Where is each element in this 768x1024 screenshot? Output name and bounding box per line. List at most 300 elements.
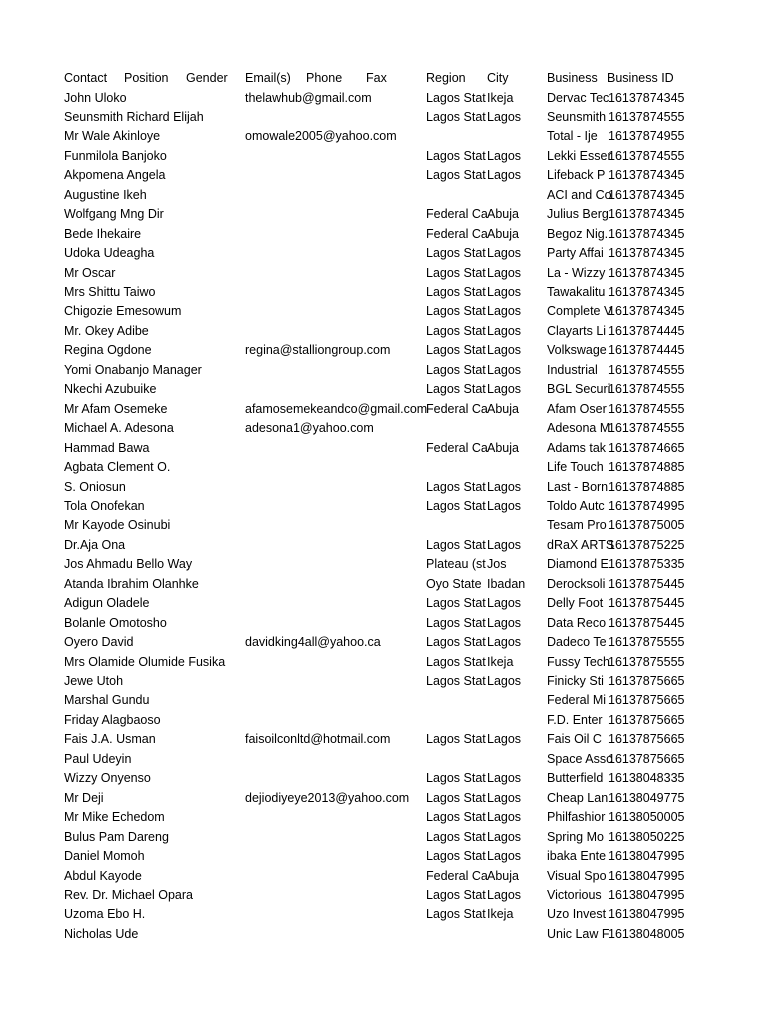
- business-name-cell: Total - Ije: [547, 129, 598, 144]
- business-id-cell: 16137875665: [608, 693, 685, 708]
- city-cell: Abuja: [487, 226, 519, 241]
- region-cell: Federal Ca: [426, 401, 488, 416]
- email-cell: [245, 166, 426, 186]
- table-row: [0, 108, 768, 128]
- email-cell: [245, 244, 426, 264]
- table-row: [0, 89, 768, 109]
- table-row: [0, 302, 768, 322]
- business-name-cell: Tesam Pro: [547, 518, 607, 533]
- business-name-cell: Diamond E: [547, 557, 609, 572]
- email-cell: [245, 594, 426, 614]
- business-name-cell: ibaka Ente: [547, 849, 607, 864]
- header-region: Region: [426, 71, 466, 85]
- region-cell: Lagos Stat: [426, 907, 486, 922]
- table-row: [0, 555, 768, 575]
- city-cell: Lagos: [487, 148, 522, 163]
- city-cell: [487, 711, 547, 731]
- region-cell: [426, 186, 487, 206]
- region-cell: Lagos Stat: [426, 498, 486, 513]
- city-cell: [487, 419, 547, 439]
- contact-cell: Chigozie Emesowum: [64, 304, 182, 319]
- region-cell: Lagos Stat: [426, 829, 486, 844]
- region-cell: Lagos Stat: [426, 323, 486, 338]
- table-row: [0, 322, 768, 342]
- business-id-cell: 16137874555: [608, 382, 685, 397]
- contact-cell: Adigun Oladele: [64, 596, 150, 611]
- table-row: [0, 575, 768, 595]
- business-id-cell: 16138048005: [608, 926, 685, 941]
- city-cell: Lagos: [487, 168, 522, 183]
- contact-cell: John Uloko: [64, 90, 127, 105]
- table-row: [0, 341, 768, 361]
- header-gender: Gender: [186, 71, 228, 85]
- city-cell: Lagos: [487, 479, 522, 494]
- region-cell: Lagos Stat: [426, 382, 486, 397]
- business-id-cell: 16138050225: [608, 829, 685, 844]
- business-name-cell: Clayarts Li: [547, 323, 607, 338]
- table-row: [0, 516, 768, 536]
- email-cell: [245, 808, 426, 828]
- city-cell: [487, 925, 547, 945]
- header-emails: Email(s): [245, 71, 291, 85]
- business-name-cell: Industrial: [547, 362, 598, 377]
- region-cell: Federal Ca: [426, 207, 488, 222]
- contact-cell: Paul Udeyin: [64, 751, 132, 766]
- business-id-cell: 16137875005: [608, 518, 685, 533]
- table-row: [0, 905, 768, 925]
- business-id-cell: 16137874345: [608, 304, 685, 319]
- business-id-cell: 16138047995: [608, 907, 685, 922]
- region-cell: Lagos Stat: [426, 479, 486, 494]
- city-cell: Lagos: [487, 109, 522, 124]
- region-cell: Plateau (st: [426, 557, 486, 572]
- business-name-cell: Federal Mi: [547, 693, 607, 708]
- business-name-cell: Adesona M: [547, 421, 611, 436]
- email-cell: [245, 497, 426, 517]
- business-name-cell: F.D. Enter: [547, 712, 603, 727]
- email-cell: [245, 225, 426, 245]
- table-row: [0, 361, 768, 381]
- header-row: [0, 69, 768, 89]
- email-cell: [245, 361, 426, 381]
- city-cell: Lagos: [487, 498, 522, 513]
- contact-cell: Abdul Kayode: [64, 868, 142, 883]
- region-cell: Oyo State: [426, 576, 482, 591]
- city-cell: Lagos: [487, 343, 522, 358]
- table-row: [0, 147, 768, 167]
- business-name-cell: Seunsmith: [547, 109, 607, 124]
- business-name-cell: Volkswage: [547, 343, 607, 358]
- city-cell: Lagos: [487, 382, 522, 397]
- business-id-cell: 16137874885: [608, 479, 685, 494]
- contact-cell: Mr Mike Echedom: [64, 810, 165, 825]
- business-name-cell: Fais Oil C: [547, 732, 602, 747]
- table-row: [0, 478, 768, 498]
- header-city: City: [487, 71, 509, 85]
- business-id-cell: 16137874665: [608, 440, 685, 455]
- city-cell: [487, 750, 547, 770]
- city-cell: [487, 516, 547, 536]
- region-cell: Federal Ca: [426, 868, 488, 883]
- table-row: [0, 886, 768, 906]
- business-name-cell: Life Touch: [547, 460, 604, 475]
- city-cell: Lagos: [487, 246, 522, 261]
- region-cell: Lagos Stat: [426, 674, 486, 688]
- table-row: [0, 867, 768, 887]
- table-row: [0, 711, 768, 731]
- business-id-cell: 16137875445: [608, 615, 685, 630]
- city-cell: Lagos: [487, 362, 522, 377]
- business-name-cell: Fussy Tech: [547, 654, 610, 669]
- email-cell: thelawhub@gmail.com: [245, 90, 372, 105]
- city-cell: Lagos: [487, 635, 522, 650]
- email-cell: [245, 302, 426, 322]
- contact-cell: Bulus Pam Dareng: [64, 829, 169, 844]
- contact-cell: Atanda Ibrahim Olanhke: [64, 576, 199, 591]
- table-row: [0, 166, 768, 186]
- email-cell: [245, 886, 426, 906]
- email-cell: [245, 439, 426, 459]
- city-cell: Lagos: [487, 829, 522, 844]
- business-name-cell: Afam Oser: [547, 401, 607, 416]
- region-cell: Lagos Stat: [426, 810, 486, 825]
- city-cell: Lagos: [487, 537, 522, 552]
- contact-cell: Akpomena Angela: [64, 168, 166, 183]
- table-row: [0, 244, 768, 264]
- business-id-cell: 16137874345: [608, 168, 685, 183]
- email-cell: [245, 828, 426, 848]
- business-name-cell: Data Reco: [547, 615, 607, 630]
- region-cell: Lagos Stat: [426, 168, 486, 183]
- business-id-cell: 16137874345: [608, 226, 685, 241]
- business-id-cell: 16137874555: [608, 401, 685, 416]
- table-row: [0, 730, 768, 750]
- business-name-cell: La - Wizzy: [547, 265, 606, 280]
- region-cell: [426, 419, 487, 439]
- contact-cell: Mr. Okey Adibe: [64, 323, 149, 338]
- business-id-cell: 16138047995: [608, 887, 685, 902]
- region-cell: Lagos Stat: [426, 596, 486, 611]
- business-id-cell: 16137875225: [608, 537, 685, 552]
- business-name-cell: Philfashior: [547, 810, 606, 825]
- business-name-cell: dRaX ARTS: [547, 537, 615, 552]
- business-id-cell: 16137874345: [608, 90, 685, 105]
- contact-cell: Mr Afam Osemeke: [64, 401, 168, 416]
- region-cell: Federal Ca: [426, 226, 488, 241]
- city-cell: Ikeja: [487, 907, 514, 922]
- city-cell: Lagos: [487, 790, 522, 805]
- email-cell: faisoilconltd@hotmail.com: [245, 732, 391, 747]
- region-cell: Lagos Stat: [426, 790, 486, 805]
- header-business-id: Business ID: [607, 71, 674, 85]
- contact-cell: Mrs Shittu Taiwo: [64, 285, 156, 299]
- header-business: Business: [547, 71, 598, 85]
- contact-cell: Mrs Olamide Olumide Fusika: [64, 654, 226, 669]
- business-id-cell: 16137874345: [608, 246, 685, 261]
- business-name-cell: Delly Foot: [547, 596, 604, 611]
- business-name-cell: Last - Born: [547, 479, 609, 494]
- business-id-cell: 16137875665: [608, 712, 685, 727]
- contact-cell: Michael A. Adesona: [64, 421, 174, 436]
- contact-cell: Mr Wale Akinloye: [64, 129, 161, 144]
- region-cell: Lagos Stat: [426, 362, 486, 377]
- table-row: [0, 283, 768, 303]
- city-cell: Ikeja: [487, 90, 514, 105]
- region-cell: [426, 711, 487, 731]
- contact-cell: Nicholas Ude: [64, 926, 139, 941]
- city-cell: [487, 186, 547, 206]
- city-cell: Lagos: [487, 810, 522, 825]
- business-name-cell: Lifeback P: [547, 168, 606, 183]
- business-id-cell: 16137875665: [608, 751, 685, 766]
- email-cell: [245, 516, 426, 536]
- region-cell: Lagos Stat: [426, 304, 486, 319]
- city-cell: Lagos: [487, 674, 522, 688]
- contact-cell: Oyero David: [64, 635, 134, 650]
- city-cell: Lagos: [487, 849, 522, 864]
- email-cell: [245, 264, 426, 284]
- email-cell: [245, 925, 426, 945]
- email-cell: [245, 672, 426, 692]
- table-row: [0, 536, 768, 556]
- table-row: [0, 808, 768, 828]
- business-name-cell: Finicky Sti: [547, 674, 604, 688]
- city-cell: Ibadan: [487, 576, 526, 591]
- city-cell: Abuja: [487, 868, 519, 883]
- table-row: [0, 458, 768, 478]
- table-row: [0, 750, 768, 770]
- business-id-cell: 16137874345: [608, 187, 685, 202]
- contact-cell: Funmilola Banjoko: [64, 148, 167, 163]
- city-cell: Lagos: [487, 615, 522, 630]
- region-cell: Federal Ca: [426, 440, 488, 455]
- email-cell: [245, 867, 426, 887]
- table-row: [0, 419, 768, 439]
- email-cell: [245, 478, 426, 498]
- business-name-cell: Victorious: [547, 887, 602, 902]
- header-phone: Phone: [306, 71, 343, 85]
- email-cell: [245, 322, 426, 342]
- business-id-cell: 16137874345: [608, 207, 685, 222]
- region-cell: [426, 750, 487, 770]
- email-cell: [245, 458, 426, 478]
- table-row: [0, 691, 768, 711]
- contact-cell: Mr Deji: [64, 790, 104, 805]
- email-cell: regina@stalliongroup.com: [245, 343, 391, 358]
- header-fax: Fax: [366, 71, 387, 85]
- contact-cell: Wizzy Onyenso: [64, 771, 151, 786]
- email-cell: [245, 536, 426, 556]
- contact-cell: Friday Alagbaoso: [64, 712, 161, 727]
- contact-cell: Agbata Clement O.: [64, 460, 171, 475]
- business-id-cell: 16137874995: [608, 498, 685, 513]
- contact-cell: Yomi Onabanjo Manager: [64, 362, 202, 377]
- email-cell: [245, 283, 426, 303]
- city-cell: Abuja: [487, 207, 519, 222]
- table-row: [0, 127, 768, 147]
- contact-cell: S. Oniosun: [64, 479, 126, 494]
- region-cell: [426, 127, 487, 147]
- contact-cell: Hammad Bawa: [64, 440, 150, 455]
- email-cell: dejiodiyeye2013@yahoo.com: [245, 790, 410, 805]
- email-cell: [245, 905, 426, 925]
- email-cell: davidking4all@yahoo.ca: [245, 635, 381, 650]
- contact-cell: Augustine Ikeh: [64, 187, 147, 202]
- email-cell: [245, 575, 426, 595]
- email-cell: omowale2005@yahoo.com: [245, 129, 397, 144]
- table-row: [0, 205, 768, 225]
- region-cell: Lagos Stat: [426, 849, 486, 864]
- region-cell: Lagos Stat: [426, 109, 486, 124]
- city-cell: Lagos: [487, 323, 522, 338]
- contact-cell: Mr Kayode Osinubi: [64, 518, 171, 533]
- email-cell: [245, 711, 426, 731]
- contact-cell: Bolanle Omotosho: [64, 615, 167, 630]
- contact-cell: Rev. Dr. Michael Opara: [64, 887, 193, 902]
- region-cell: Lagos Stat: [426, 732, 486, 747]
- city-cell: Abuja: [487, 401, 519, 416]
- contact-cell: Wolfgang Mng Dir: [64, 207, 164, 222]
- business-name-cell: Cheap Lan: [547, 790, 609, 805]
- table-row: [0, 497, 768, 517]
- contact-cell: Fais J.A. Usman: [64, 732, 156, 747]
- business-name-cell: ACI and Co: [547, 187, 612, 202]
- contact-cell: Regina Ogdone: [64, 343, 152, 358]
- region-cell: Lagos Stat: [426, 148, 486, 163]
- city-cell: Lagos: [487, 304, 522, 319]
- table-row: [0, 672, 768, 692]
- contact-cell: Tola Onofekan: [64, 498, 145, 513]
- business-id-cell: 16137874555: [608, 421, 685, 436]
- city-cell: Lagos: [487, 285, 522, 299]
- business-id-cell: 16137874345: [608, 265, 685, 280]
- business-id-cell: 16138050005: [608, 810, 685, 825]
- header-contact: Contact: [64, 71, 108, 85]
- table-row: [0, 925, 768, 945]
- region-cell: [426, 925, 487, 945]
- table-row: [0, 264, 768, 284]
- business-name-cell: Dervac Tec: [547, 90, 610, 105]
- email-cell: [245, 691, 426, 711]
- email-cell: [245, 769, 426, 789]
- business-name-cell: Complete V: [547, 304, 613, 319]
- contact-cell: Jewe Utoh: [64, 674, 124, 688]
- region-cell: Lagos Stat: [426, 265, 486, 280]
- region-cell: Lagos Stat: [426, 90, 486, 105]
- business-id-cell: 16137874885: [608, 460, 685, 475]
- table-row: [0, 633, 768, 653]
- business-name-cell: Julius Berg: [547, 207, 609, 222]
- business-id-cell: 16137875555: [608, 654, 685, 669]
- email-cell: [245, 750, 426, 770]
- email-cell: [245, 614, 426, 634]
- business-name-cell: Adams tak: [547, 440, 607, 455]
- business-id-cell: 16137874345: [608, 285, 685, 299]
- contact-cell: Udoka Udeagha: [64, 246, 155, 261]
- business-id-cell: 16137875555: [608, 635, 685, 650]
- email-cell: [245, 847, 426, 867]
- city-cell: [487, 458, 547, 478]
- city-cell: Lagos: [487, 771, 522, 786]
- email-cell: [245, 147, 426, 167]
- city-cell: Jos: [487, 557, 507, 572]
- business-id-cell: 16137874555: [608, 362, 685, 377]
- business-name-cell: Begoz Nig.: [547, 226, 609, 241]
- region-cell: Lagos Stat: [426, 615, 486, 630]
- table-row: [0, 769, 768, 789]
- business-id-cell: 16138049775: [608, 790, 685, 805]
- region-cell: [426, 691, 487, 711]
- business-name-cell: BGL Securi: [547, 382, 611, 397]
- contact-cell: Jos Ahmadu Bello Way: [64, 557, 193, 572]
- region-cell: Lagos Stat: [426, 887, 486, 902]
- region-cell: [426, 516, 487, 536]
- contact-cell: Marshal Gundu: [64, 693, 150, 708]
- table-row: [0, 653, 768, 673]
- region-cell: [426, 458, 487, 478]
- contact-cell: Uzoma Ebo H.: [64, 907, 146, 922]
- region-cell: Lagos Stat: [426, 537, 486, 552]
- business-name-cell: Space Assc: [547, 751, 613, 766]
- city-cell: Lagos: [487, 887, 522, 902]
- region-cell: Lagos Stat: [426, 771, 486, 786]
- region-cell: Lagos Stat: [426, 246, 486, 261]
- email-cell: [245, 186, 426, 206]
- header-position: Position: [124, 71, 169, 85]
- business-name-cell: Butterfield: [547, 771, 604, 786]
- business-name-cell: Toldo Autc: [547, 498, 605, 513]
- region-cell: Lagos Stat: [426, 635, 486, 650]
- contact-cell: Nkechi Azubuike: [64, 382, 157, 397]
- contact-cell: Seunsmith Richard Elijah: [64, 109, 204, 124]
- business-id-cell: 16138048335: [608, 771, 685, 786]
- city-cell: Abuja: [487, 440, 519, 455]
- business-id-cell: 16137874955: [608, 129, 685, 144]
- business-name-cell: Lekki Esser: [547, 148, 612, 163]
- contact-cell: Bede Ihekaire: [64, 226, 142, 241]
- business-name-cell: Derocksoli: [547, 576, 606, 591]
- region-cell: Lagos Stat: [426, 343, 486, 358]
- business-id-cell: 16137874445: [608, 343, 685, 358]
- business-name-cell: Party Affai: [547, 246, 604, 261]
- business-id-cell: 16138047995: [608, 849, 685, 864]
- table-row: [0, 789, 768, 809]
- table-row: [0, 828, 768, 848]
- email-cell: [245, 653, 426, 673]
- contact-cell: Mr Oscar: [64, 265, 116, 280]
- table-row: [0, 225, 768, 245]
- city-cell: Lagos: [487, 265, 522, 280]
- business-name-cell: Visual Spo: [547, 868, 607, 883]
- region-cell: Lagos Stat: [426, 285, 486, 299]
- business-id-cell: 16137875665: [608, 674, 685, 688]
- city-cell: Lagos: [487, 732, 522, 747]
- table-row: [0, 400, 768, 420]
- contact-cell: Dr.Aja Ona: [64, 537, 126, 552]
- table-row: [0, 614, 768, 634]
- business-id-cell: 16137875445: [608, 576, 685, 591]
- business-id-cell: 16137875665: [608, 732, 685, 747]
- city-cell: [487, 691, 547, 711]
- business-name-cell: Unic Law F: [547, 926, 610, 941]
- email-cell: [245, 108, 426, 128]
- business-id-cell: 16137874445: [608, 323, 685, 338]
- email-cell: [245, 555, 426, 575]
- business-name-cell: Dadeco Te: [547, 635, 607, 650]
- table-row: [0, 847, 768, 867]
- email-cell: adesona1@yahoo.com: [245, 421, 374, 436]
- business-id-cell: 16138047995: [608, 868, 685, 883]
